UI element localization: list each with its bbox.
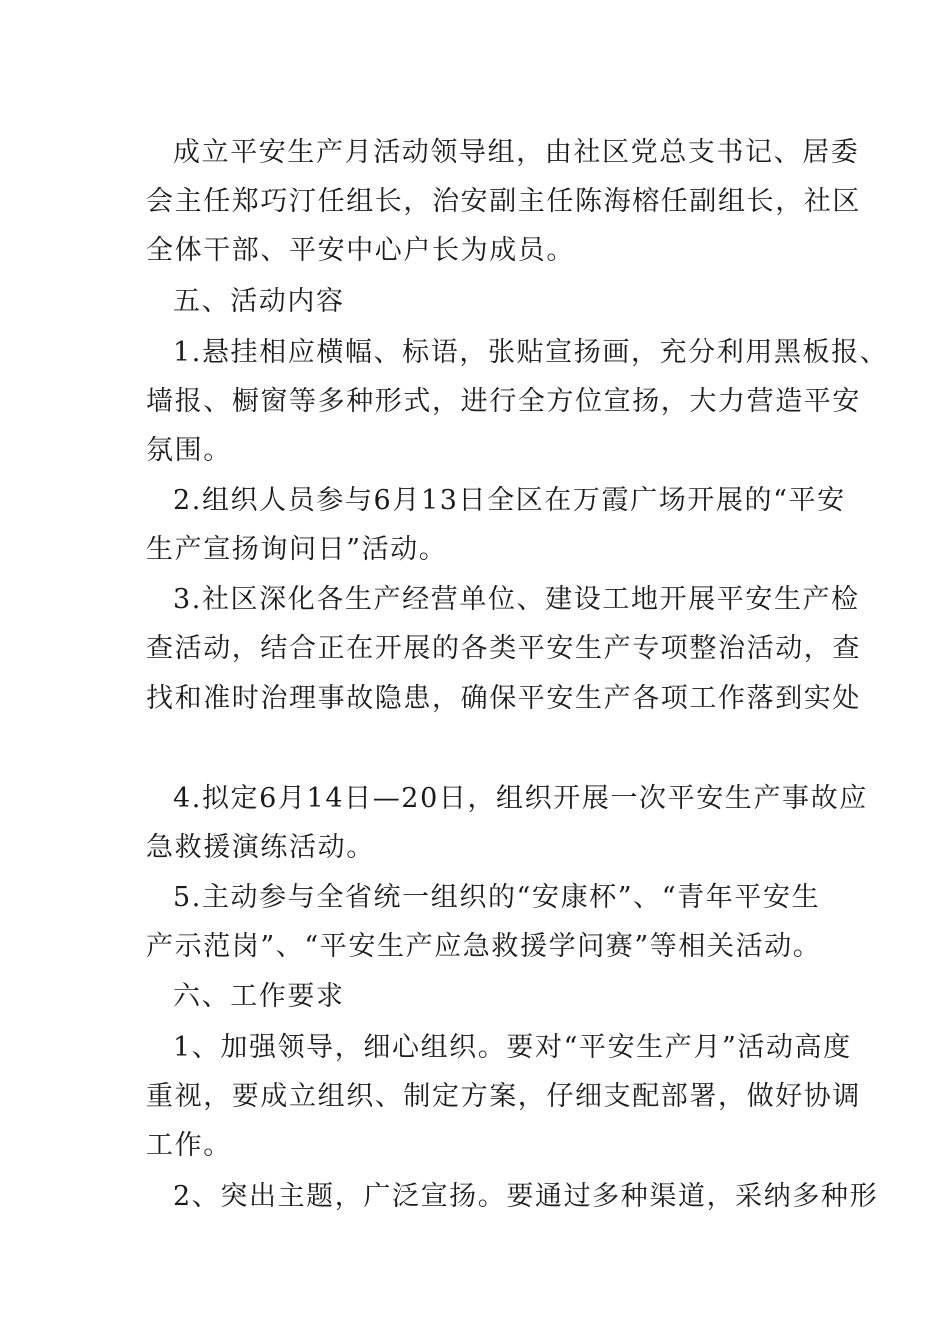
list-item-line: 4.拟定6月14日—20日，组织开展一次平安生产事故应 xyxy=(173,783,868,814)
paragraph-line: 成立平安生产月活动领导组，由社区党总支书记、居委 xyxy=(173,137,860,168)
list-item-line: 3.社区深化各生产经营单位、建设工地开展平安生产检 xyxy=(173,584,860,615)
list-item-line: 5.主动参与全省统一组织的“安康杯”、“青年平安生 xyxy=(173,882,821,913)
section-heading: 五、活动内容 xyxy=(173,286,345,317)
list-item-line: 急救援演练活动。 xyxy=(146,832,375,863)
paragraph-line: 会主任郑巧汀任组长，治安副主任陈海榕任副组长，社区 xyxy=(146,186,861,217)
section-heading: 六、工作要求 xyxy=(173,981,345,1012)
list-item-line: 2、突出主题，广泛宣扬。要通过多种渠道，采纳多种形 xyxy=(173,1181,879,1212)
paragraph-line: 全体干部、平安中心户长为成员。 xyxy=(146,235,575,266)
list-item-line: 查活动，结合正在开展的各类平安生产专项整治活动，查 xyxy=(146,633,861,664)
list-item-line: 氛围。 xyxy=(146,435,232,466)
list-item-line: 2.组织人员参与6月13日全区在万霞广场开展的“平安 xyxy=(173,485,846,516)
list-item-line: 找和准时治理事故隐患，确保平安生产各项工作落到实处 xyxy=(146,683,861,714)
list-item-line: 1.悬挂相应横幅、标语，张贴宣扬画，充分利用黑板报、 xyxy=(173,337,889,368)
list-item-line: 重视，要成立组织、制定方案，仔细支配部署，做好协调 xyxy=(146,1081,861,1112)
list-item-line: 1、加强领导，细心组织。要对“平安生产月”活动高度 xyxy=(173,1032,852,1063)
list-item-line: 产示范岗”、“平安生产应急救援学问赛”等相关活动。 xyxy=(146,931,822,962)
list-item-line: 生产宣扬询问日”活动。 xyxy=(146,534,448,565)
list-item-line: 工作。 xyxy=(146,1130,232,1161)
list-item-line: 墙报、橱窗等多种形式，进行全方位宣扬，大力营造平安 xyxy=(146,386,861,417)
